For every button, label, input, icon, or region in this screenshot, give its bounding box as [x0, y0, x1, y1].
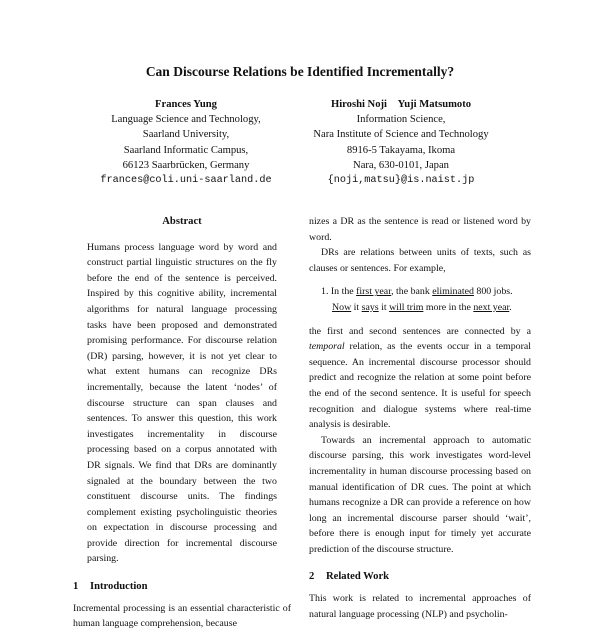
author-affiliation: Nara, 630-0101, Japan	[353, 159, 449, 171]
example-number: 1.	[321, 286, 329, 298]
example-text: it	[378, 301, 390, 313]
right-column	[309, 214, 531, 622]
section-heading-related-work	[309, 569, 531, 585]
example-text: In the	[330, 286, 357, 298]
left-column	[73, 214, 291, 632]
underlined-cue: Now	[332, 301, 352, 313]
author-names	[292, 97, 510, 112]
abstract-body: Humans process language word by word and construct partial linguistic structures on the fly before the end of the sentence is perceived. Inspired by this cognitive ability, incremental algorithms for natural language processing tasks have been proposed and demonstrated promising performance. For discourse relation (DR) parsing, however, it is not yet clear to what extent humans can recognize DRs incrementally, because the latent ‘nodes’ of discourse structure can span clauses and sentences. To answer this question, this work investigates incrementality in discourse processing based on a corpus annotated with DR signals. We find that DRs are dominantly signaled at the boundary between the two constituent discourse units. The findings complement existing psycholinguistic theories on expectation in discourse processing and provide direction for incremental discourse parsing.	[87, 241, 277, 565]
author-affiliation: Information Science,	[356, 114, 446, 126]
example-second-line	[321, 300, 531, 316]
abstract-heading: Abstract	[162, 216, 202, 227]
underlined-cue: says	[361, 301, 379, 313]
author-email: frances@coli.uni-saarland.de	[100, 175, 272, 187]
example-text: 800 jobs.	[473, 286, 513, 298]
author-name: Frances Yung	[155, 99, 217, 110]
author-name: Yuji Matsumoto	[397, 99, 472, 110]
example-text: , the bank	[391, 286, 433, 298]
example-text: .	[509, 301, 512, 313]
section-heading-introduction	[73, 579, 291, 595]
author-name: Hiroshi Noji	[330, 99, 387, 110]
example-list-item	[309, 284, 531, 315]
author-email: {noji,matsu}@is.naist.jp	[327, 175, 475, 187]
underlined-cue: first year	[356, 286, 392, 298]
author-affiliation: Language Science and Technology,	[111, 114, 261, 126]
author-affiliation: 66123 Saarbrücken, Germany	[122, 159, 250, 171]
section-number: 1	[73, 581, 79, 593]
paragraph-text: the first and second sentences are connected by a	[309, 325, 531, 337]
paragraph-text: relation, as the events occur in a temporal sequence. An incremental discourse processor should predict and recognize the relation at some point before the end of the second sentence. It is useful for speech recognition and dialogue systems where real-time analysis is desirable.	[309, 341, 531, 431]
underlined-cue: next year	[473, 301, 510, 313]
paragraph	[309, 324, 531, 433]
paragraph: DRs are relations between units of texts, such as clauses or sentences. For example,	[309, 247, 531, 274]
section-title: Introduction	[90, 581, 148, 593]
paper-title: Can Discourse Relations be Identified Incrementally?	[145, 64, 455, 79]
paragraph: Incremental processing is an essential characteristic of human language comprehension, because	[73, 602, 291, 630]
example-text: it	[351, 301, 362, 313]
paragraph: nizes a DR as the sentence is read or listened word by word.	[309, 216, 531, 243]
section-title: Related Work	[326, 571, 390, 583]
author-affiliation: Saarland University,	[142, 129, 230, 141]
author-affiliation: Saarland Informatic Campus,	[123, 144, 249, 156]
example-text: more in the	[423, 301, 474, 313]
emphasis-text: temporal	[309, 341, 345, 353]
underlined-cue: will trim	[389, 301, 424, 313]
paragraph: This work is related to incremental approaches of natural language processing (NLP) and psycholin-	[309, 593, 531, 620]
author-affiliation: Nara Institute of Science and Technology	[313, 129, 489, 141]
author-block-right	[292, 97, 510, 188]
paragraph: Towards an incremental approach to automatic discourse parsing, this work investigates word-level incrementality in human discourse processing based on manual identification of DR cues. The point at which humans recognize a DR can provide a reference on how long an incremental discourse parser should ‘wait’, before there is enough input for timely yet accurate prediction of the discourse structure.	[309, 434, 531, 555]
section-number: 2	[309, 571, 315, 583]
underlined-cue: eliminated	[432, 286, 474, 298]
author-block-left	[100, 97, 272, 188]
author-affiliation: 8916-5 Takayama, Ikoma	[346, 144, 456, 156]
